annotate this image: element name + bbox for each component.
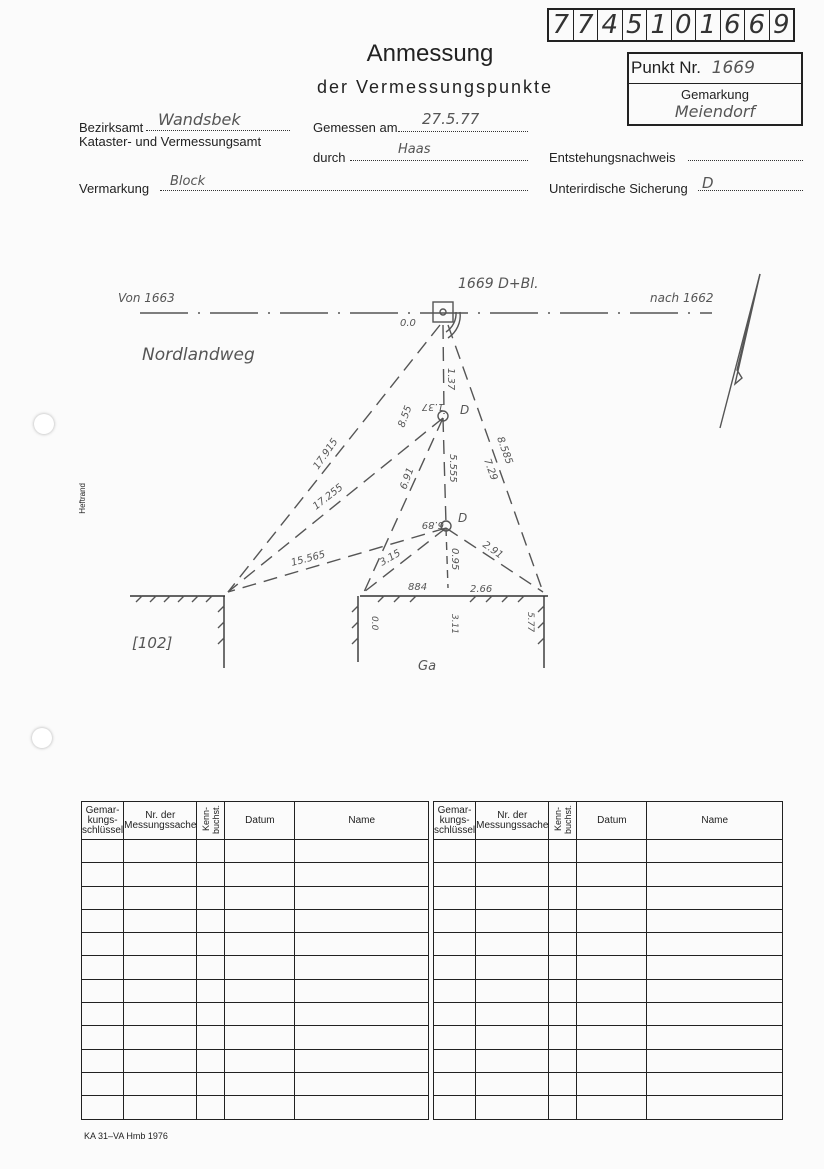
table-row xyxy=(82,840,429,863)
table-cell[interactable] xyxy=(647,1072,783,1095)
digit-box: 4 xyxy=(598,10,623,40)
table-cell[interactable] xyxy=(549,1096,577,1119)
table-cell[interactable] xyxy=(549,1003,577,1026)
table-cell[interactable] xyxy=(225,933,295,956)
measure: 17.915 xyxy=(311,436,341,472)
page-subtitle: der Vermessungspunkte xyxy=(316,77,554,97)
table-cell[interactable] xyxy=(225,840,295,863)
table-cell[interactable] xyxy=(577,1026,647,1049)
table-row xyxy=(82,1003,429,1026)
digit-box: 5 xyxy=(623,10,648,40)
table-row xyxy=(82,863,429,886)
table-cell[interactable] xyxy=(434,933,476,956)
measure: 1.37 xyxy=(445,368,456,391)
table-row xyxy=(434,1026,783,1049)
table-cell[interactable] xyxy=(434,909,476,932)
table-cell[interactable] xyxy=(82,1096,124,1119)
digit-box: 6 xyxy=(745,10,770,40)
durch-label: durch xyxy=(313,150,346,165)
measure: 6.89 xyxy=(421,519,444,530)
table-cell[interactable] xyxy=(124,1096,197,1119)
table-body-left xyxy=(82,840,429,1120)
bezirksamt-value: Wandsbek xyxy=(158,110,241,129)
table-cell[interactable] xyxy=(476,979,549,1002)
sketch-street: Nordlandweg xyxy=(142,345,255,365)
table-cell[interactable] xyxy=(647,863,783,886)
table-cell[interactable] xyxy=(476,886,549,909)
table-cell[interactable] xyxy=(434,1096,476,1119)
table-row xyxy=(434,886,783,909)
table-cell[interactable] xyxy=(197,840,225,863)
measure: 0.0 xyxy=(400,318,416,329)
sicherung-label: Unterirdische Sicherung xyxy=(549,181,688,196)
table-cell[interactable] xyxy=(476,863,549,886)
measure: 5.77 xyxy=(525,612,535,633)
measure: 15.565 xyxy=(289,549,327,569)
table-cell[interactable] xyxy=(434,1026,476,1049)
table-cell[interactable] xyxy=(549,886,577,909)
amt-label: Kataster- und Vermessungsamt xyxy=(79,134,262,149)
table-body-right xyxy=(434,840,783,1120)
table-cell[interactable] xyxy=(197,1026,225,1049)
table-cell[interactable] xyxy=(647,933,783,956)
page-title: Anmessung xyxy=(366,40,494,67)
digit-box: 9 xyxy=(772,10,790,40)
table-cell[interactable] xyxy=(434,886,476,909)
table-cell[interactable] xyxy=(225,863,295,886)
table-cell[interactable] xyxy=(82,1049,124,1072)
table-row xyxy=(82,956,429,979)
measure: 3.11 xyxy=(449,614,459,635)
gemessen-label: Gemessen am xyxy=(313,120,398,135)
table-cell[interactable] xyxy=(197,1096,225,1119)
table-cell[interactable] xyxy=(549,1072,577,1095)
table-row xyxy=(434,956,783,979)
table-cell[interactable] xyxy=(295,840,429,863)
table-cell[interactable] xyxy=(225,909,295,932)
measure: D xyxy=(460,403,470,417)
table-cell[interactable] xyxy=(476,840,549,863)
table-cell[interactable] xyxy=(549,1049,577,1072)
table-cell[interactable] xyxy=(82,979,124,1002)
table-cell[interactable] xyxy=(549,909,577,932)
table-cell[interactable] xyxy=(124,933,197,956)
table-cell[interactable] xyxy=(295,1049,429,1072)
bezirksamt-label: Bezirksamt xyxy=(79,120,144,135)
table-row xyxy=(82,886,429,909)
table-row xyxy=(82,1049,429,1072)
table-cell[interactable] xyxy=(197,979,225,1002)
table-cell[interactable] xyxy=(647,956,783,979)
table-cell[interactable] xyxy=(434,956,476,979)
table-cell[interactable] xyxy=(549,840,577,863)
digit-box: 7 xyxy=(549,10,574,40)
table-cell[interactable] xyxy=(295,863,429,886)
gemarkung-value: Meiendorf xyxy=(674,102,756,121)
digit-box: 1 xyxy=(696,10,721,40)
table-row xyxy=(434,933,783,956)
table-cell[interactable] xyxy=(124,1049,197,1072)
table-cell[interactable] xyxy=(124,1072,197,1095)
measure: 17.255 xyxy=(311,482,346,513)
record-table-right xyxy=(433,801,783,1120)
table-cell[interactable] xyxy=(124,1003,197,1026)
measure: 0.95 xyxy=(449,548,460,571)
table-cell[interactable] xyxy=(434,1003,476,1026)
table-cell[interactable] xyxy=(549,956,577,979)
table-cell[interactable] xyxy=(124,840,197,863)
table-cell[interactable] xyxy=(82,933,124,956)
table-cell[interactable] xyxy=(577,840,647,863)
gemarkung-label: Gemarkung xyxy=(681,87,749,102)
table-cell[interactable] xyxy=(549,979,577,1002)
table-cell[interactable] xyxy=(82,863,124,886)
digit-box: 7 xyxy=(574,10,599,40)
table-cell[interactable] xyxy=(225,956,295,979)
col-header: Datum xyxy=(577,802,647,840)
table-cell[interactable] xyxy=(647,1003,783,1026)
table-cell[interactable] xyxy=(124,979,197,1002)
table-cell[interactable] xyxy=(295,909,429,932)
table-cell[interactable] xyxy=(577,979,647,1002)
table-row xyxy=(434,1049,783,1072)
table-cell[interactable] xyxy=(82,1026,124,1049)
table-row xyxy=(82,1026,429,1049)
table-cell[interactable] xyxy=(197,1072,225,1095)
measure: 7.29 xyxy=(481,457,500,482)
table-cell[interactable] xyxy=(476,933,549,956)
table-cell[interactable] xyxy=(647,1049,783,1072)
table-cell[interactable] xyxy=(295,1003,429,1026)
table-row xyxy=(434,909,783,932)
table-cell[interactable] xyxy=(197,909,225,932)
table-cell[interactable] xyxy=(647,909,783,932)
table-cell[interactable] xyxy=(476,1049,549,1072)
table-cell[interactable] xyxy=(647,1096,783,1119)
table-row xyxy=(82,1096,429,1119)
table-cell[interactable] xyxy=(476,909,549,932)
col-header: Datum xyxy=(225,802,295,840)
entstehung-label: Entstehungsnachweis xyxy=(549,150,676,165)
col-header: Gemar-kungs-schlüssel xyxy=(82,802,124,840)
table-cell[interactable] xyxy=(476,1003,549,1026)
table-cell[interactable] xyxy=(124,1026,197,1049)
table-cell[interactable] xyxy=(295,933,429,956)
table-cell[interactable] xyxy=(647,886,783,909)
measure: 1.37 xyxy=(421,401,444,412)
col-header: Name xyxy=(647,802,783,840)
table-cell[interactable] xyxy=(197,886,225,909)
table-cell[interactable] xyxy=(434,840,476,863)
table-row xyxy=(82,1072,429,1095)
table-row xyxy=(82,909,429,932)
table-row xyxy=(434,1003,783,1026)
table-cell[interactable] xyxy=(434,979,476,1002)
table-cell[interactable] xyxy=(476,1096,549,1119)
table-cell[interactable] xyxy=(197,863,225,886)
col-header: Name xyxy=(295,802,429,840)
measure: 884 xyxy=(408,582,428,593)
table-cell[interactable] xyxy=(82,886,124,909)
table-cell[interactable] xyxy=(577,956,647,979)
sketch-point-label: 1669 D+Bl. xyxy=(458,276,539,292)
table-cell[interactable] xyxy=(197,1003,225,1026)
table-cell[interactable] xyxy=(295,1096,429,1119)
survey-point-1669 xyxy=(433,302,453,322)
table-cell[interactable] xyxy=(82,1003,124,1026)
table-cell[interactable] xyxy=(577,863,647,886)
col-header: Nr. der Messungssache xyxy=(124,802,197,840)
table-cell[interactable] xyxy=(82,909,124,932)
table-cell[interactable] xyxy=(225,979,295,1002)
sketch-von: Von 1663 xyxy=(118,291,175,305)
table-cell[interactable] xyxy=(295,886,429,909)
table-cell[interactable] xyxy=(295,979,429,1002)
table-cell[interactable] xyxy=(197,933,225,956)
table-cell[interactable] xyxy=(577,1049,647,1072)
table-cell[interactable] xyxy=(197,956,225,979)
table-cell[interactable] xyxy=(647,1026,783,1049)
measure: 3.15 xyxy=(378,547,403,569)
table-cell[interactable] xyxy=(82,1072,124,1095)
vermarkung-value: Block xyxy=(170,174,206,189)
digit-box: 6 xyxy=(721,10,746,40)
measure: 2.66 xyxy=(470,584,493,595)
punkt-value: 1669 xyxy=(711,58,755,78)
vermarkung-label: Vermarkung xyxy=(79,181,150,196)
table-cell[interactable] xyxy=(225,1072,295,1095)
table-row xyxy=(434,863,783,886)
table-cell[interactable] xyxy=(82,956,124,979)
table-cell[interactable] xyxy=(225,1096,295,1119)
table-cell[interactable] xyxy=(197,1049,225,1072)
digit-box: 0 xyxy=(672,10,697,40)
table-cell[interactable] xyxy=(124,956,197,979)
sketch-nach: nach 1662 xyxy=(650,291,714,305)
table-cell[interactable] xyxy=(225,1026,295,1049)
measure: 6.91 xyxy=(398,466,417,492)
table-cell[interactable] xyxy=(434,1049,476,1072)
table-cell[interactable] xyxy=(549,863,577,886)
table-row xyxy=(82,933,429,956)
table-cell[interactable] xyxy=(225,1003,295,1026)
table-cell[interactable] xyxy=(476,956,549,979)
table-cell[interactable] xyxy=(434,863,476,886)
table-row xyxy=(434,840,783,863)
table-row xyxy=(434,1096,783,1119)
record-table-left xyxy=(81,801,429,1120)
table-cell[interactable] xyxy=(124,909,197,932)
measure: 8.55 xyxy=(396,404,415,430)
durch-value: Haas xyxy=(398,142,431,157)
col-header: Nr. der Messungssache xyxy=(476,802,549,840)
measure: D xyxy=(458,511,468,525)
table-cell[interactable] xyxy=(295,1026,429,1049)
digit-box: 1 xyxy=(647,10,672,40)
table-cell[interactable] xyxy=(295,1072,429,1095)
table-cell[interactable] xyxy=(647,840,783,863)
measure: 2.91 xyxy=(480,539,505,562)
table-cell[interactable] xyxy=(225,886,295,909)
table-cell[interactable] xyxy=(577,1003,647,1026)
table-cell[interactable] xyxy=(549,933,577,956)
measure: 8.585 xyxy=(494,435,515,466)
table-cell[interactable] xyxy=(225,1049,295,1072)
table-cell[interactable] xyxy=(577,886,647,909)
table-cell[interactable] xyxy=(434,1072,476,1095)
sicherung-value: D xyxy=(702,174,714,192)
table-cell[interactable] xyxy=(82,840,124,863)
table-cell[interactable] xyxy=(577,933,647,956)
table-cell[interactable] xyxy=(577,909,647,932)
table-cell[interactable] xyxy=(124,863,197,886)
table-row xyxy=(434,979,783,1002)
table-row xyxy=(434,1072,783,1095)
table-cell[interactable] xyxy=(647,979,783,1002)
form-footer: KA 31–VA Hmb 1976 xyxy=(84,1131,168,1141)
table-cell[interactable] xyxy=(577,1072,647,1095)
table-cell[interactable] xyxy=(476,1072,549,1095)
measure: 0.0 xyxy=(369,616,379,631)
measure: 5.555 xyxy=(447,454,458,483)
table-cell[interactable] xyxy=(476,1026,549,1049)
table-cell[interactable] xyxy=(549,1026,577,1049)
heftrand-label: Heftrand xyxy=(78,483,87,514)
col-header: Kenn-buchst. xyxy=(197,802,225,840)
table-cell[interactable] xyxy=(577,1096,647,1119)
table-cell[interactable] xyxy=(124,886,197,909)
col-header: Kenn-buchst. xyxy=(549,802,577,840)
sketch-parcel: [102] xyxy=(132,634,173,652)
table-row xyxy=(82,979,429,1002)
table-cell[interactable] xyxy=(295,956,429,979)
punkt-label: Punkt Nr. xyxy=(631,58,701,77)
gemessen-value: 27.5.77 xyxy=(422,110,480,128)
sketch-ga: Ga xyxy=(418,659,437,674)
col-header: Gemar-kungs-schlüssel xyxy=(434,802,476,840)
